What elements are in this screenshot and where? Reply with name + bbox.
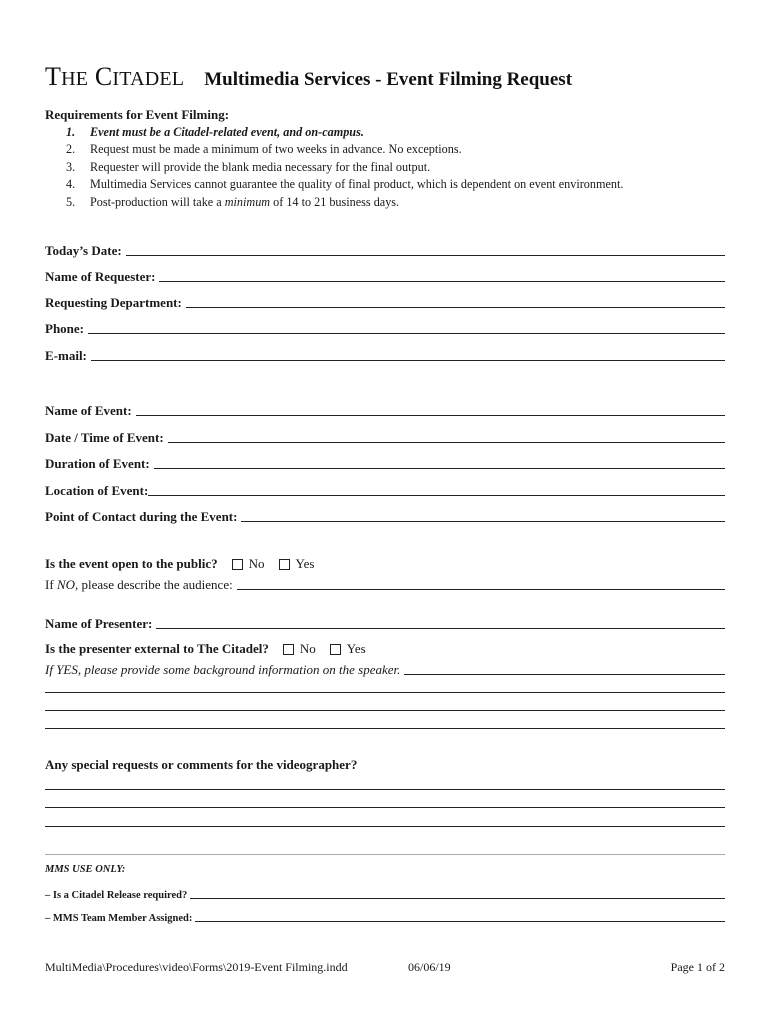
checkbox-icon[interactable]	[279, 559, 290, 570]
speaker-background-line[interactable]	[45, 692, 725, 693]
citadel-logo: THE CITADEL	[45, 62, 185, 91]
file-path: MultiMedia\Procedures\video\Forms\2019-Event Filming.indd	[45, 960, 348, 974]
special-requests-line[interactable]	[45, 807, 725, 808]
speaker-background-line[interactable]	[45, 710, 725, 711]
mms-use-only-heading: MMS USE ONLY:	[45, 864, 126, 875]
public-yes-option[interactable]: Yes	[279, 556, 315, 572]
event-name-field[interactable]: Name of Event:	[45, 399, 725, 419]
checkbox-icon[interactable]	[330, 644, 341, 655]
event-contact-field[interactable]: Point of Contact during the Event:	[45, 505, 725, 525]
requirement-item: 5. Post-production will take a minimum of 14 to 21 business days.	[66, 194, 400, 209]
event-duration-field[interactable]: Duration of Event:	[45, 452, 725, 472]
requirements-list	[62, 124, 623, 211]
checkbox-icon[interactable]	[232, 559, 243, 570]
footer-date: 06/06/19	[408, 960, 451, 974]
divider	[45, 854, 725, 855]
presenter-name-field[interactable]: Name of Presenter:	[45, 612, 725, 632]
phone-field[interactable]: Phone:	[45, 317, 725, 337]
requirement-item: 4. Multimedia Services cannot guarantee the quality of final product, which is dependent on event environment.	[66, 177, 624, 192]
page-number: Page 1 of 2	[670, 960, 725, 974]
email-field[interactable]: E-mail:	[45, 344, 725, 364]
header	[45, 62, 725, 92]
speaker-background-field[interactable]: If YES, please provide some background information on the speaker.	[45, 658, 725, 678]
requesting-department-field[interactable]: Requesting Department:	[45, 291, 725, 311]
checkbox-icon[interactable]	[283, 644, 294, 655]
audience-description-field[interactable]: If NO, please describe the audience:	[45, 573, 725, 593]
requirements-heading: Requirements for Event Filming:	[45, 107, 230, 122]
special-requests-label: Any special requests or comments for the videographer?	[45, 757, 358, 772]
event-location-field[interactable]: Location of Event:	[45, 479, 725, 499]
todays-date-field[interactable]: Today’s Date:	[45, 239, 725, 259]
public-no-option[interactable]: No	[232, 556, 265, 572]
footer	[45, 960, 725, 975]
requirement-item: 1. Event must be a Citadel-related event, and on-campus.	[66, 125, 364, 139]
page-title: Multimedia Services - Event Filming Request	[204, 69, 573, 90]
speaker-background-line[interactable]	[45, 728, 725, 729]
presenter-external-question: Is the presenter external to The Citadel? No Yes	[45, 641, 366, 656]
requirement-item: 2. Request must be made a minimum of two weeks in advance. No exceptions.	[66, 142, 462, 157]
team-member-field[interactable]: – MMS Team Member Assigned:	[45, 908, 725, 924]
event-datetime-field[interactable]: Date / Time of Event:	[45, 426, 725, 446]
special-requests-line[interactable]	[45, 826, 725, 827]
external-no-option[interactable]: No	[283, 641, 316, 657]
requester-name-field[interactable]: Name of Requester:	[45, 265, 725, 285]
public-event-question: Is the event open to the public? No Yes	[45, 556, 315, 571]
release-required-field[interactable]: – Is a Citadel Release required?	[45, 885, 725, 901]
special-requests-line[interactable]	[45, 789, 725, 790]
external-yes-option[interactable]: Yes	[330, 641, 366, 657]
requirement-item: 3. Requester will provide the blank media necessary for the final output.	[66, 159, 431, 174]
